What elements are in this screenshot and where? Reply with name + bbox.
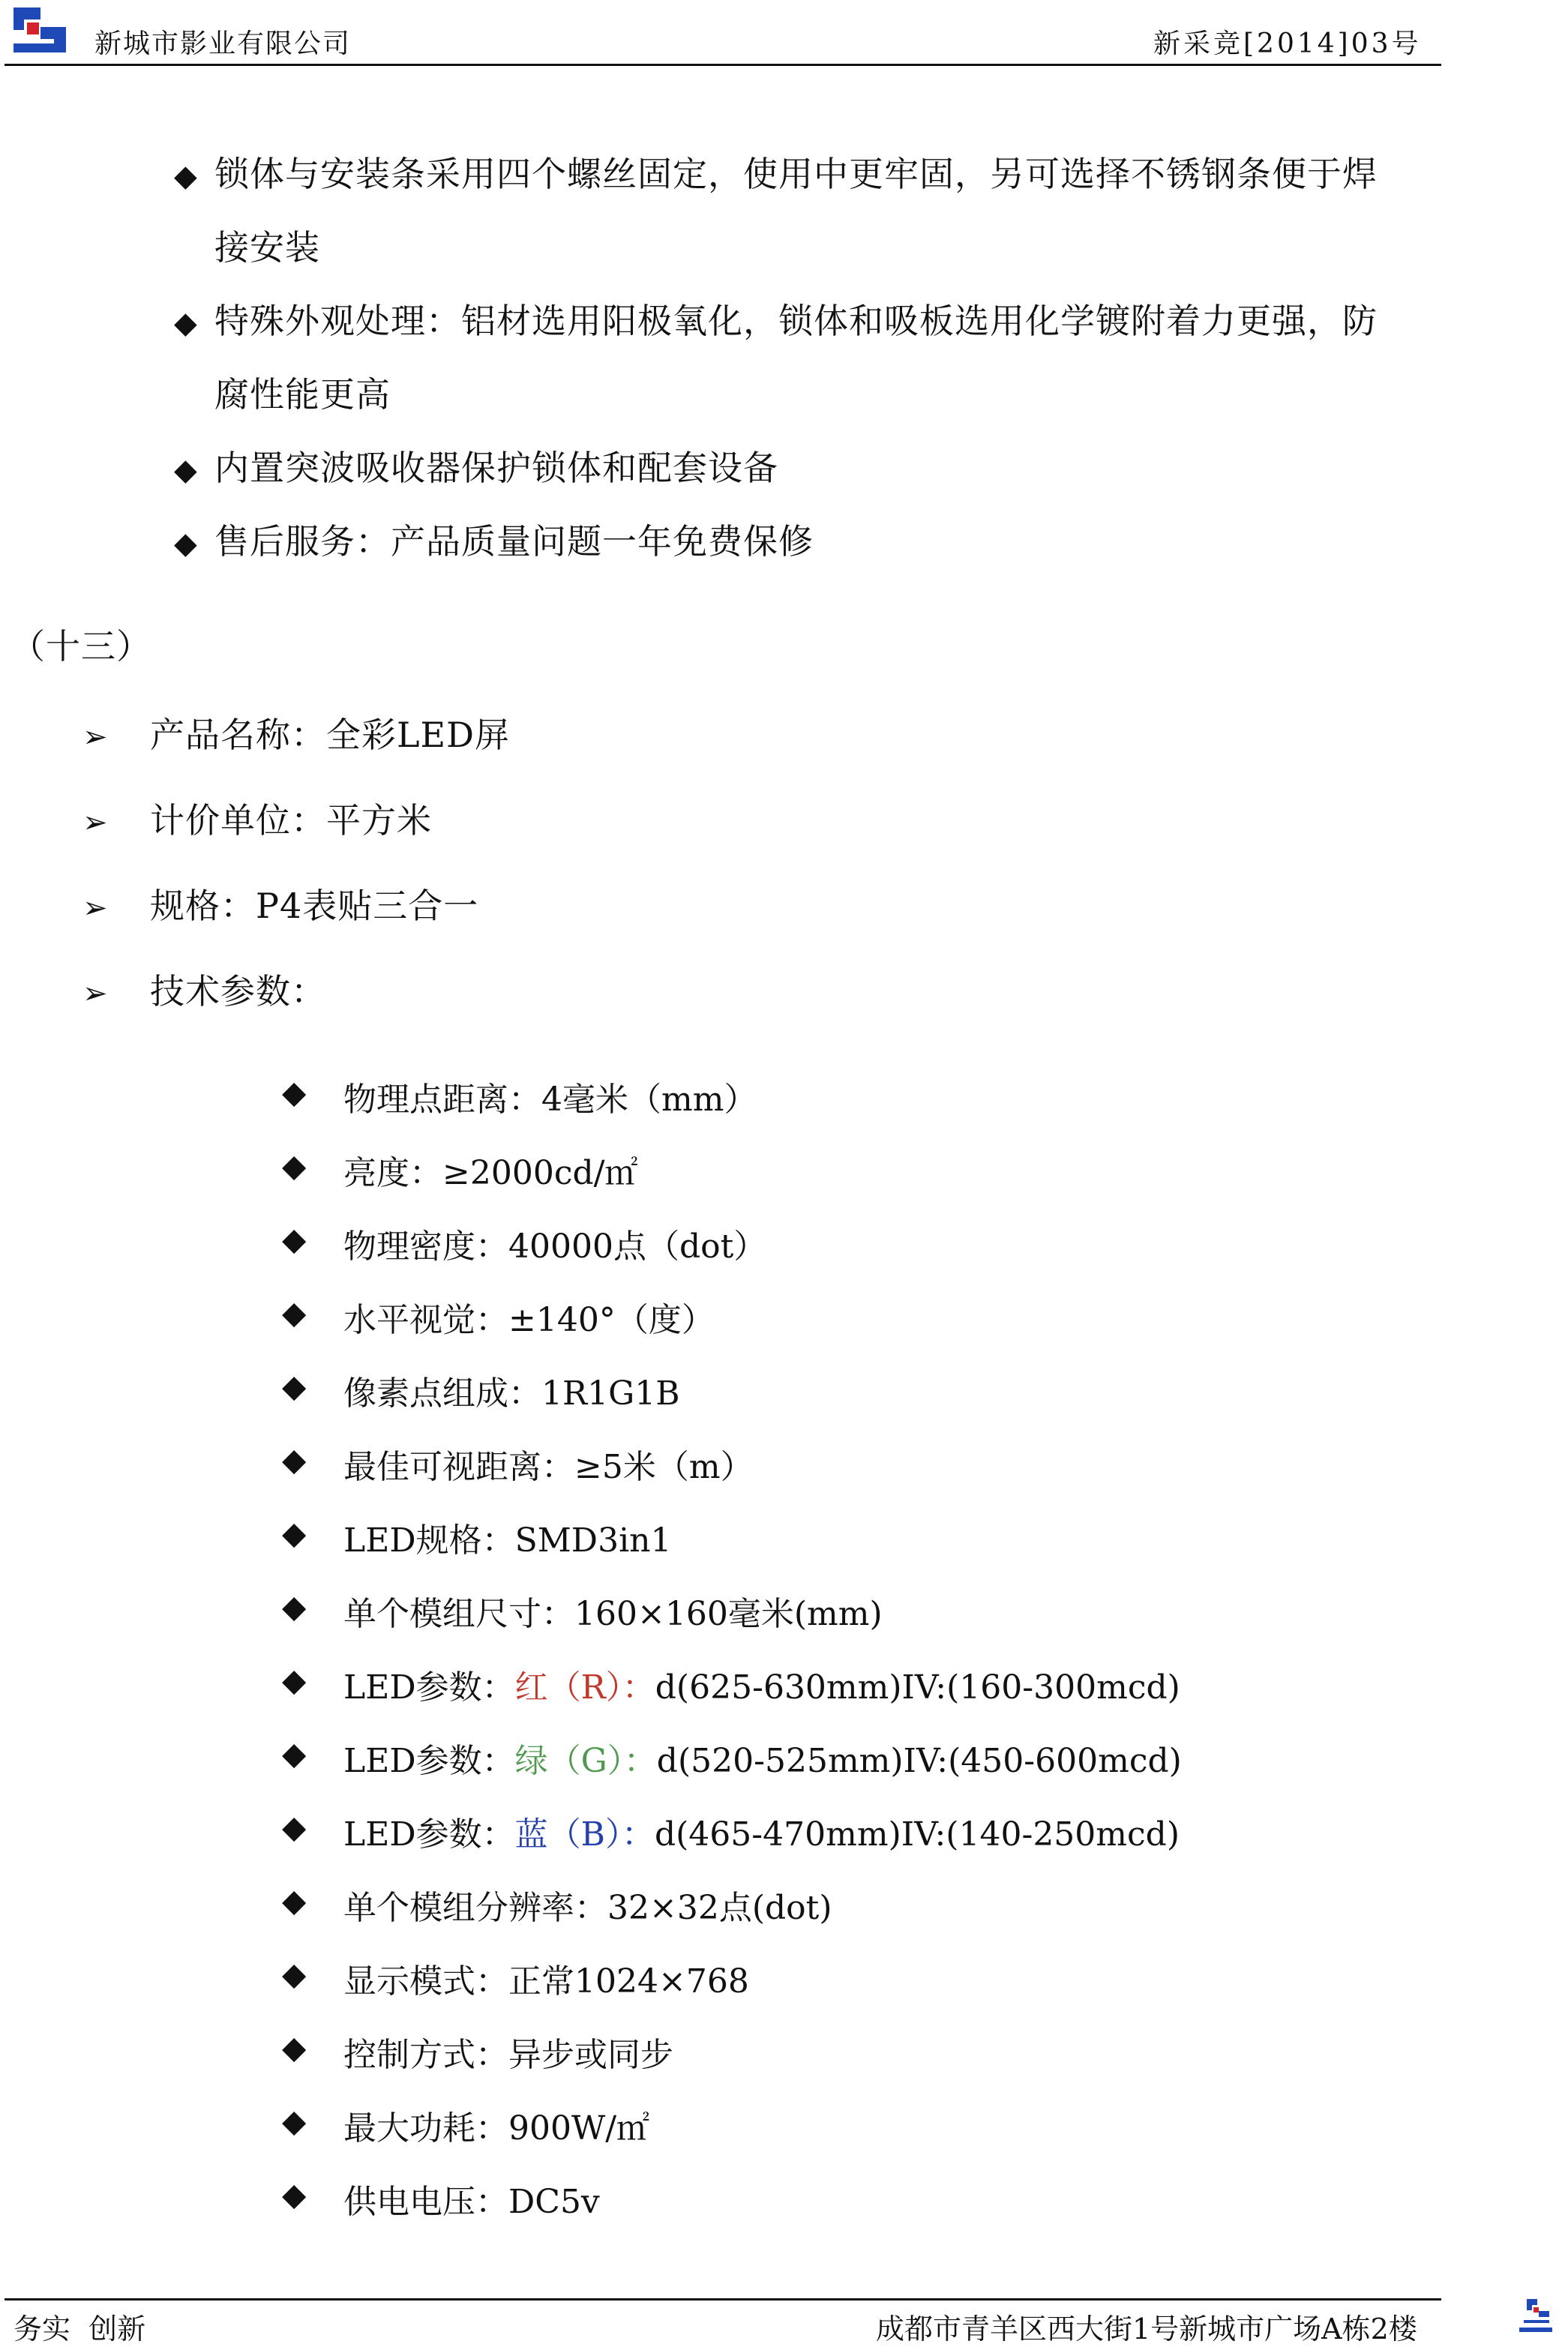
spec-item: 物理点距离：4毫米（mm）	[343, 1081, 757, 1119]
footer-address: 成都市青羊区西大街1号新城市广场A栋2楼	[876, 2313, 1417, 2346]
corner-watermark-icon	[1513, 2295, 1558, 2338]
spec-item: 亮度：≥2000cd/㎡	[343, 1154, 638, 1192]
product-item-name	[82, 708, 510, 757]
diamond-bullet-icon: ◆	[282, 1294, 307, 1331]
diamond-bullet-icon: ◆	[282, 1221, 307, 1257]
diamond-bullet-icon: ◆	[282, 2176, 307, 2213]
spec-item-led-red	[343, 1660, 1180, 1708]
header-company-name: 新城市影业有限公司	[94, 28, 352, 59]
product-item-text: 技术参数：	[150, 971, 326, 1012]
section-number: （十三）	[10, 626, 151, 667]
diamond-bullet-icon: ◆	[282, 1147, 307, 1184]
intro-bullet-3	[174, 441, 778, 490]
diamond-bullet-icon: ◆	[282, 1074, 307, 1111]
intro-bullet-1-line1: 锁体与安装条采用四个螺丝固定，使用中更牢固，另可选择不锈钢条便于焊	[214, 154, 1378, 194]
diamond-bullet-icon: ◆	[282, 1809, 307, 1845]
spec-suffix: d(520-525mm)IV:(450-600mcd)	[656, 1742, 1182, 1780]
diamond-bullet-icon: ◆	[282, 1515, 307, 1551]
diamond-bullet-icon: ◆	[282, 2103, 307, 2139]
color-label-blue: 蓝（B）：	[514, 1815, 655, 1854]
diamond-bullet-icon: ◆	[174, 453, 198, 487]
product-item-text: 计价单位：平方米	[150, 800, 432, 841]
intro-bullet-4-line1: 售后服务：产品质量问题一年免费保修	[214, 521, 814, 562]
product-item-spec	[82, 879, 478, 928]
spec-item: 最大功耗：900W/㎡	[343, 2109, 650, 2148]
arrow-bullet-icon: ➢	[82, 805, 109, 840]
product-item-text: 产品名称：全彩LED屏	[150, 715, 511, 755]
intro-bullet-1	[174, 147, 1378, 196]
diamond-bullet-icon: ◆	[174, 526, 198, 561]
header-document-number: 新采竞[2014]03号	[1153, 28, 1422, 59]
product-item-text: 规格：P4表贴三合一	[150, 886, 479, 926]
spec-item: 显示模式：正常1024×768	[343, 1962, 749, 2001]
spec-item-led-green	[343, 1734, 1182, 1782]
arrow-bullet-icon: ➢	[82, 720, 109, 754]
spec-prefix: LED参数：	[343, 1668, 515, 1707]
footer-motto: 务实 创新	[13, 2313, 146, 2346]
spec-item: 控制方式：异步或同步	[343, 2036, 673, 2074]
arrow-bullet-icon: ➢	[82, 891, 109, 925]
diamond-bullet-icon: ◆	[174, 306, 198, 340]
diamond-bullet-icon: ◆	[282, 1588, 307, 1625]
arrow-bullet-icon: ➢	[82, 976, 109, 1011]
diamond-bullet-icon: ◆	[282, 1956, 307, 1992]
diamond-bullet-icon: ◆	[282, 1368, 307, 1404]
company-logo-icon	[10, 4, 69, 57]
product-item-unit	[82, 793, 432, 843]
footer-divider	[4, 2298, 1441, 2301]
color-label-green: 绿（G）：	[514, 1742, 657, 1780]
diamond-bullet-icon: ◆	[174, 159, 198, 193]
spec-suffix: d(625-630mm)IV:(160-300mcd)	[655, 1668, 1180, 1707]
intro-bullet-2-line2: 腐性能更高	[214, 374, 391, 415]
spec-item: 水平视觉：±140°（度）	[343, 1301, 715, 1339]
intro-bullet-3-line1: 内置突波吸收器保护锁体和配套设备	[214, 448, 778, 488]
color-label-red: 红（R）：	[514, 1668, 655, 1707]
product-item-tech-params	[82, 964, 326, 1014]
header-divider	[4, 64, 1441, 66]
spec-item: LED规格：SMD3in1	[343, 1521, 672, 1560]
spec-item: 单个模组尺寸：160×160毫米(mm)	[343, 1595, 883, 1633]
spec-item: 单个模组分辨率：32×32点(dot)	[343, 1889, 832, 1927]
diamond-bullet-icon: ◆	[282, 1662, 307, 1698]
spec-item: 像素点组成：1R1G1B	[343, 1374, 680, 1413]
intro-bullet-2-line1: 特殊外观处理：铝材选用阳极氧化，锁体和吸板选用化学镀附着力更强，防	[214, 301, 1378, 341]
spec-item: 最佳可视距离：≥5米（m）	[343, 1448, 754, 1486]
intro-bullet-4	[174, 514, 814, 564]
spec-item: 供电电压：DC5v	[343, 2183, 600, 2221]
spec-prefix: LED参数：	[343, 1742, 515, 1780]
spec-item-led-blue	[343, 1807, 1180, 1855]
intro-bullet-1-line2: 接安装	[214, 227, 320, 268]
diamond-bullet-icon: ◆	[282, 1882, 307, 1919]
diamond-bullet-icon: ◆	[282, 2029, 307, 2066]
intro-bullet-2	[174, 294, 1378, 343]
spec-prefix: LED参数：	[343, 1815, 515, 1854]
diamond-bullet-icon: ◆	[282, 1735, 307, 1772]
diamond-bullet-icon: ◆	[282, 1441, 307, 1478]
spec-item: 物理密度：40000点（dot）	[343, 1227, 767, 1266]
spec-suffix: d(465-470mm)IV:(140-250mcd)	[654, 1815, 1180, 1854]
